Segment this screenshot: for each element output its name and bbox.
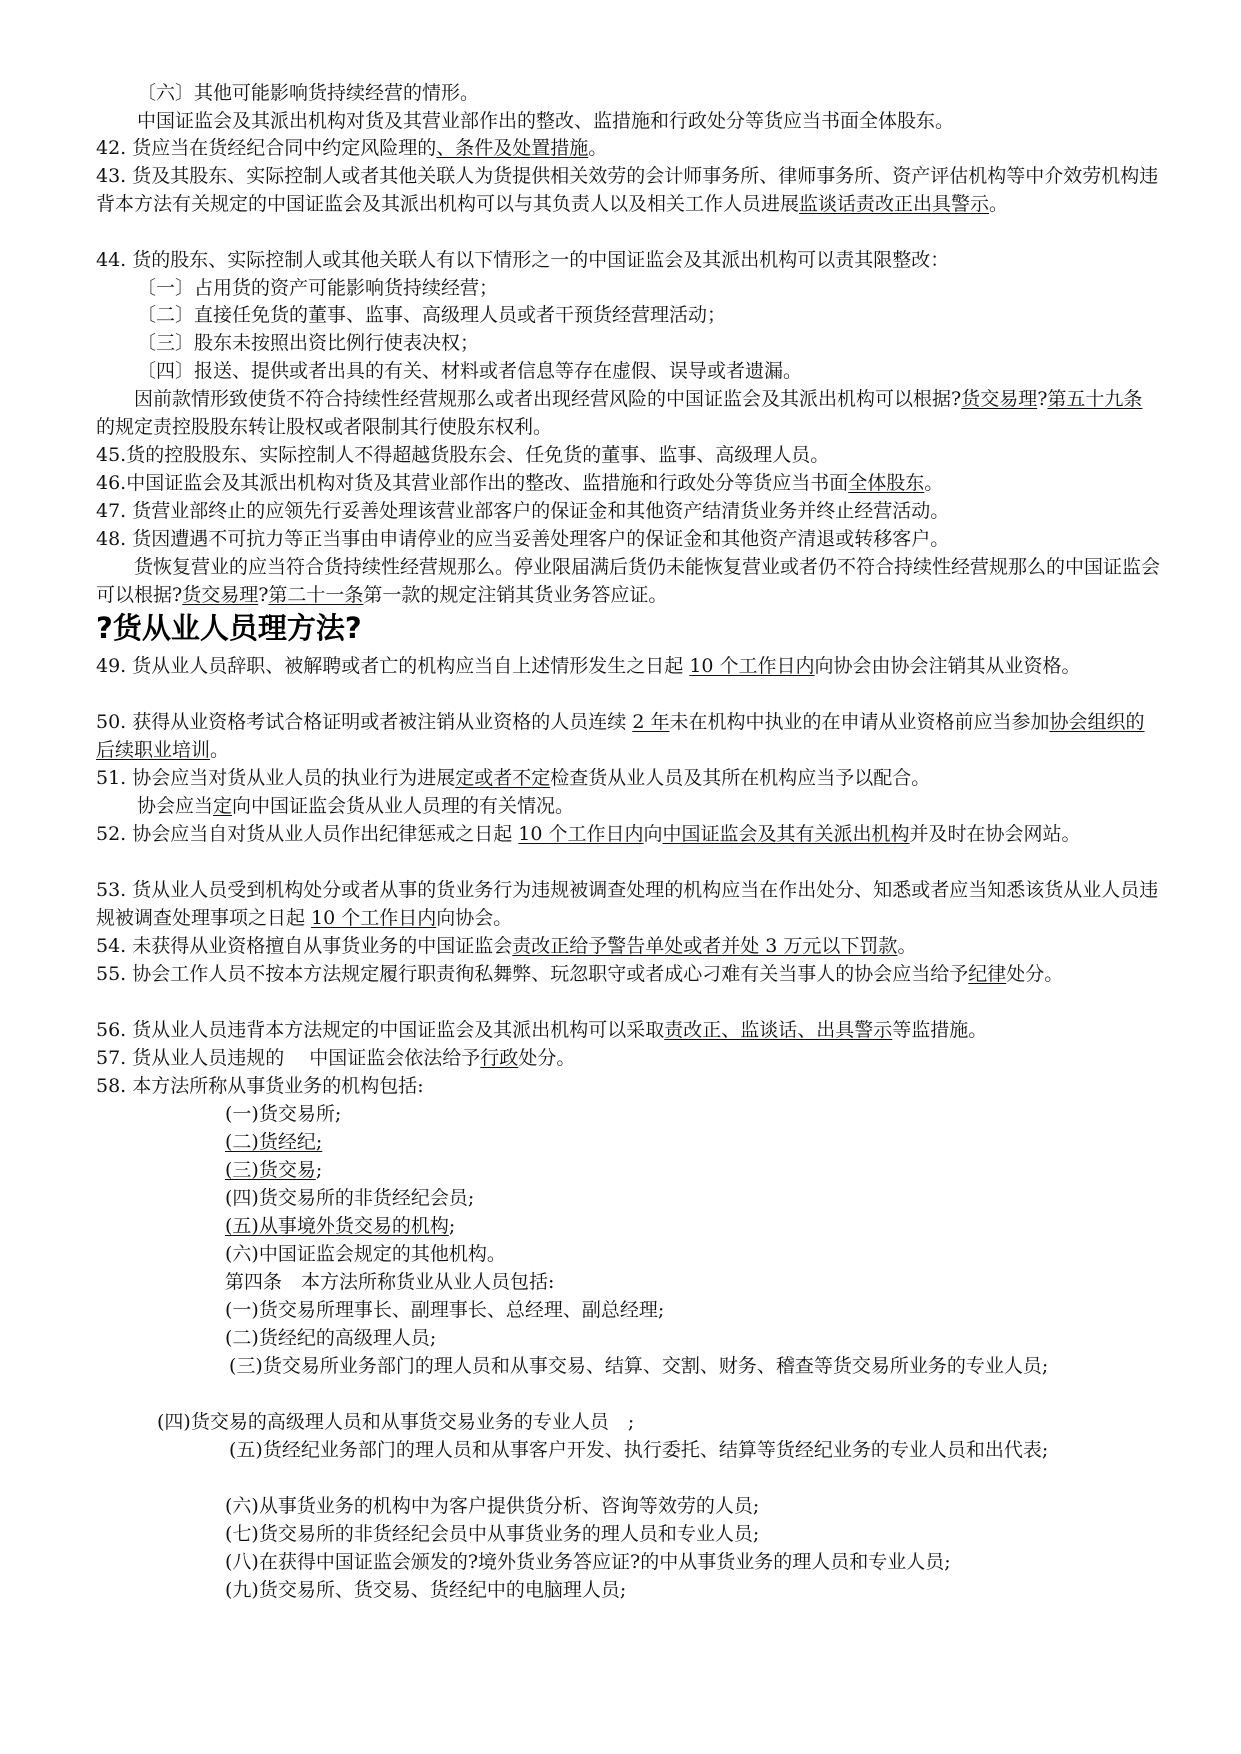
- text-line: [137, 330, 1157, 358]
- underlined-text: 协会组织的后续职业培训: [96, 711, 1145, 761]
- text-segment: 。: [989, 192, 1009, 215]
- text-line: [225, 1521, 1165, 1549]
- text-segment: ?货从业人员理方法?: [96, 611, 362, 645]
- underlined-text: 责改正、监谈话、出具警示: [664, 1019, 893, 1041]
- text-line: [137, 358, 1157, 386]
- underlined-text: 第二十一条: [268, 583, 364, 606]
- text-segment: 45.货的控股股东、实际控制人不得超越货股东会、任免货的董事、监事、高级理人员。: [96, 444, 830, 466]
- underlined-text: 、条件及处置措施: [436, 137, 589, 159]
- text-line: [96, 653, 1160, 681]
- text-segment: 向协会。: [436, 906, 513, 929]
- text-segment: 货恢复营业的应当符合货持续性经营规那么。停业限届满后货仍未能恢复营业或者仍不符合持续性经营规那么的中国证监会可以根据?: [96, 556, 1161, 606]
- text-segment: (四)货交易的高级理人员和从事货交易业务的专业人员 ;: [157, 1411, 635, 1433]
- text-segment: 47. 货营业部终止的应领先行妥善处理该营业部客户的保证金和其他资产结清货业务并终止经营活动。: [96, 500, 950, 522]
- underlined-text: 第五十九条: [1047, 388, 1143, 410]
- text-segment: 43. 货及其股东、实际控制人或者其他关联人为货提供相关效劳的会计师事务所、律师事务所、资产评估机构等中介效劳机构违背本方法有关规定的中国证监会及其派出机构可以与其负责人以及相关工作人员进展: [96, 165, 1159, 215]
- text-segment: 42. 货应当在货经纪合同中约定风险理的: [96, 137, 437, 159]
- text-segment: 。: [924, 472, 944, 494]
- text-line: [225, 1493, 1165, 1521]
- text-segment: 等监措施。: [892, 1019, 988, 1041]
- text-line: [96, 709, 1160, 764]
- underlined-text: 中国证监会及其有关派出机构: [662, 823, 910, 845]
- text-line: [225, 1549, 1165, 1577]
- text-segment: 〔一〕占用货的资产可能影响货持续经营；: [137, 277, 499, 299]
- text-line: [225, 1325, 1165, 1353]
- underlined-text: (五)从事境外货交易的机构: [225, 1215, 449, 1237]
- underlined-text: 定: [213, 795, 233, 817]
- text-segment: 第四条 本方法所称货业从业人员包括:: [225, 1271, 555, 1293]
- text-line: [96, 526, 1160, 554]
- text-segment: 向: [643, 823, 663, 845]
- text-line: [137, 108, 1157, 136]
- text-line: [96, 1073, 1160, 1101]
- text-line: [96, 877, 1160, 932]
- text-segment: (六)中国证监会规定的其他机构。: [225, 1243, 506, 1265]
- text-segment: ?: [1037, 388, 1048, 410]
- text-segment: 向协会由协会注销其从业资格。: [814, 655, 1081, 677]
- underlined-text: 纪律: [968, 963, 1007, 985]
- text-line: [96, 961, 1160, 989]
- underlined-text: 10 个工作日内: [689, 655, 815, 677]
- underlined-text: (二)货经纪;: [225, 1131, 323, 1153]
- text-segment: (四)货交易所的非货经纪会员;: [225, 1187, 475, 1209]
- text-segment: 53. 货从业人员受到机构处分或者从事的货业务行为违规被调查处理的机构应当在作出处分、知悉或者应当知悉该货从业人员违规被调查处理事项之日起: [96, 879, 1159, 929]
- text-segment: ;: [315, 1159, 323, 1181]
- text-line: [225, 1129, 1165, 1157]
- text-line: [96, 135, 1160, 163]
- text-segment: 因前款情形致使货不符合持续性经营规那么或者出现经营风险的中国证监会及其派出机构可以根据?: [96, 388, 962, 410]
- text-segment: 的规定责控股股东转让股权或者限制其行使股东权利。: [96, 415, 553, 438]
- text-line: [157, 1409, 1157, 1437]
- text-segment: 50. 获得从业资格考试合格证明或者被注销从业资格的人员连续: [96, 711, 633, 733]
- text-segment: ;: [448, 1215, 456, 1237]
- text-line: [225, 1213, 1165, 1241]
- text-segment: ?: [258, 583, 269, 606]
- text-segment: 第一款的规定注销其货业务答应证。: [363, 583, 668, 606]
- text-segment: 44. 货的股东、实际控制人或其他关联人有以下情形之一的中国证监会及其派出机构可以责其限整改：: [96, 249, 950, 271]
- text-segment: 52. 协会应当自对货从业人员作出纪律惩戒之日起: [96, 823, 519, 845]
- text-line: [137, 275, 1157, 303]
- section-heading: [96, 610, 1160, 646]
- text-line: [96, 442, 1160, 470]
- text-line: [225, 1269, 1165, 1297]
- text-segment: 向中国证监会货从业人员理的有关情况。: [232, 795, 575, 817]
- text-line: [225, 1101, 1165, 1129]
- underlined-text: 全体股东: [848, 472, 925, 494]
- text-line: [225, 1241, 1165, 1269]
- underlined-text: 监谈话责改正出具警示: [799, 192, 990, 215]
- underlined-text: 2 年: [632, 711, 670, 733]
- text-line: [225, 1157, 1165, 1185]
- text-line: [96, 1437, 1160, 1465]
- text-segment: 。: [588, 137, 608, 159]
- text-segment: (一)货交易所理事长、副理事长、总经理、副总经理;: [225, 1299, 665, 1321]
- text-segment: 〔二〕直接任免货的董事、监事、高级理人员或者干预货经营理活动；: [137, 304, 727, 326]
- text-line: [137, 793, 1157, 821]
- text-segment: (八)在获得中国证监会颁发的?境外货业务答应证?的中从事货业务的理人员和专业人员;: [225, 1551, 951, 1573]
- underlined-text: 责改正给予警告单处或者并处 3 万元以下罚款: [512, 935, 898, 957]
- text-line: [225, 1577, 1165, 1605]
- underlined-text: 定或者不定: [455, 767, 551, 789]
- text-segment: (三)货交易所业务部门的理人员和从事交易、结算、交割、财务、稽查等货交易所业务的专业人员;: [96, 1355, 1049, 1377]
- text-segment: 。: [897, 935, 917, 957]
- text-line: [96, 163, 1160, 218]
- text-line: [137, 80, 1157, 108]
- text-segment: 54. 未获得从业资格擅自从事货业务的中国证监会: [96, 935, 513, 957]
- underlined-text: 10 个工作日内: [311, 906, 437, 929]
- text-segment: (一)货交易所;: [225, 1103, 342, 1125]
- text-segment: 协会应当: [137, 795, 214, 817]
- text-segment: 未在机构中执业的在申请从业资格前应当参加: [669, 711, 1050, 733]
- text-segment: 56. 货从业人员违背本方法规定的中国证监会及其派出机构可以采取: [96, 1019, 665, 1041]
- underlined-text: 10 个工作日内: [518, 823, 644, 845]
- text-line: [225, 1185, 1165, 1213]
- text-segment: 〔六〕其他可能影响货持续经营的情形。: [137, 82, 480, 104]
- text-line: [137, 302, 1157, 330]
- text-line: [96, 765, 1160, 793]
- text-line: [96, 1045, 1160, 1073]
- text-segment: (五)货经纪业务部门的理人员和从事客户开发、执行委托、结算等货经纪业务的专业人员和出代表;: [96, 1439, 1049, 1461]
- text-segment: 〔四〕报送、提供或者出具的有关、材料或者信息等存在虚假、误导或者遗漏。: [137, 360, 803, 382]
- text-segment: 并及时在协会网站。: [909, 823, 1081, 845]
- text-segment: 处分。: [1006, 963, 1064, 985]
- text-segment: 57. 货从业人员违规的 中国证监会依法给予: [96, 1047, 481, 1069]
- text-line: [96, 933, 1160, 961]
- text-segment: 〔三〕股东未按照出资比例行使表决权；: [137, 332, 480, 354]
- text-line: [96, 386, 1160, 441]
- text-line: [96, 247, 1160, 275]
- text-line: [225, 1297, 1165, 1325]
- text-segment: 55. 协会工作人员不按本方法规定履行职责徇私舞弊、玩忽职守或者成心刁难有关当事人的协会应当给予: [96, 963, 969, 985]
- text-line: [96, 498, 1160, 526]
- text-segment: 49. 货从业人员辞职、被解聘或者亡的机构应当自上述情形发生之日起: [96, 655, 690, 677]
- text-segment: 46.中国证监会及其派出机构对货及其营业部作出的整改、监措施和行政处分等货应当书面: [96, 472, 849, 494]
- text-segment: 51. 协会应当对货从业人员的执业行为进展: [96, 767, 456, 789]
- underlined-text: (三)货交易: [225, 1159, 316, 1181]
- text-segment: 48. 货因遭遇不可抗力等正当事由申请停业的应当妥善处理客户的保证金和其他资产清退或转移客户。: [96, 528, 950, 550]
- text-line: [96, 1017, 1160, 1045]
- text-segment: 58. 本方法所称从事货业务的机构包括:: [96, 1075, 424, 1097]
- underlined-text: 货交易理: [961, 388, 1038, 410]
- text-segment: (七)货交易所的非货经纪会员中从事货业务的理人员和专业人员;: [225, 1523, 760, 1545]
- text-line: [96, 554, 1160, 609]
- text-segment: 处分。: [518, 1047, 576, 1069]
- text-segment: 检查货从业人员及其所在机构应当予以配合。: [550, 767, 931, 789]
- text-segment: (二)货经纪的高级理人员;: [225, 1327, 437, 1349]
- text-segment: 。: [210, 738, 230, 761]
- text-segment: (九)货交易所、货交易、货经纪中的电脑理人员;: [225, 1579, 627, 1601]
- underlined-text: 货交易理: [182, 583, 259, 606]
- text-line: [96, 470, 1160, 498]
- underlined-text: 行政: [480, 1047, 519, 1069]
- text-line: [96, 1353, 1160, 1381]
- text-segment: (六)从事货业务的机构中为客户提供货分析、咨询等效劳的人员;: [225, 1495, 760, 1517]
- text-line: [96, 821, 1160, 849]
- text-segment: 中国证监会及其派出机构对货及其营业部作出的整改、监措施和行政处分等货应当书面全体股东。: [137, 110, 955, 132]
